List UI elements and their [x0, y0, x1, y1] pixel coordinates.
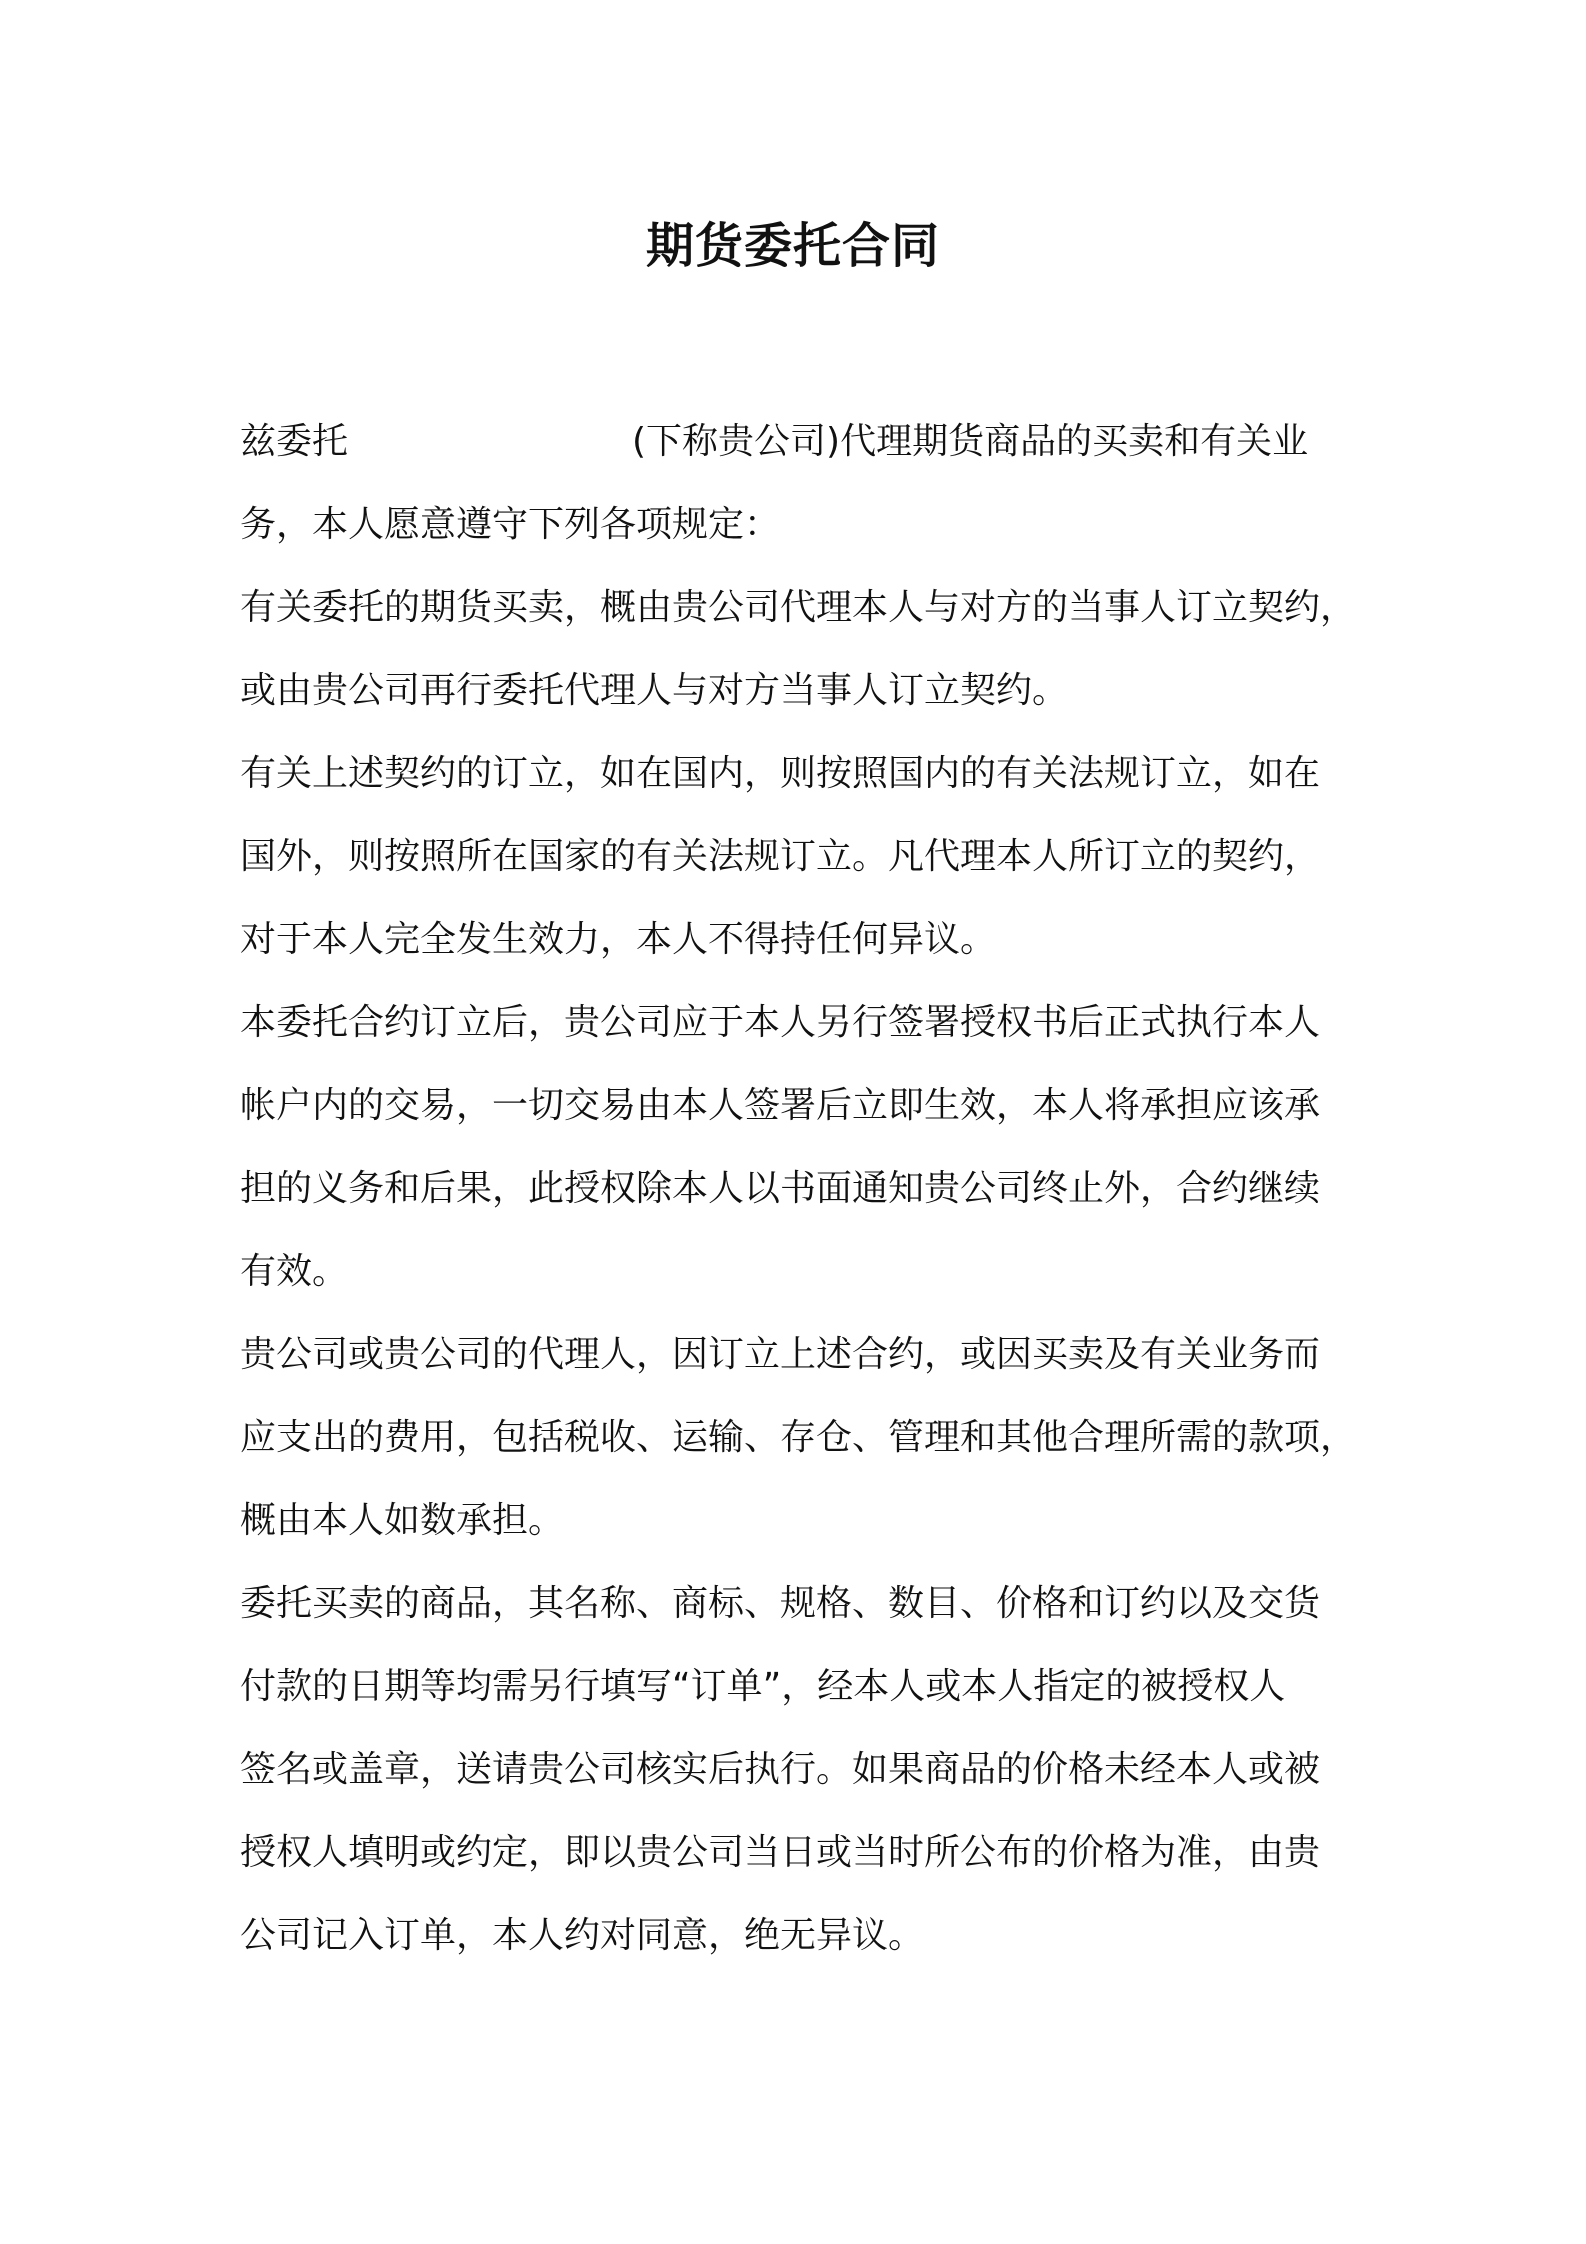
text-line: 对于本人完全发生效力，本人不得持任何异议。 [240, 919, 997, 960]
text-line: 委托买卖的商品，其名称、商标、规格、数目、价格和订约以及交货 [240, 1583, 1321, 1624]
clause-paragraph-2 [240, 732, 1360, 981]
text-line: 公司记入订单，本人约对同意，绝无异议。 [240, 1915, 925, 1956]
intro-line-1 [240, 400, 1360, 483]
text-line: 担的义务和后果，此授权除本人以书面通知贵公司终止外，合约继续 [240, 1168, 1321, 1209]
text-line: 应支出的费用，包括税收、运输、存仓、管理和其他合理所需的款项， [240, 1417, 1357, 1458]
document-title: 期货委托合同 [645, 218, 940, 274]
clause-paragraph-4 [240, 1313, 1360, 1562]
text-line: 本委托合约订立后，贵公司应于本人另行签署授权书后正式执行本人 [240, 1002, 1321, 1043]
text-line: 或由贵公司再行委托代理人与对方当事人订立契约。 [240, 670, 1069, 711]
text-line: 授权人填明或约定，即以贵公司当日或当时所公布的价格为准，由贵 [240, 1832, 1321, 1873]
intro-line-2: 务，本人愿意遵守下列各项规定： [240, 504, 781, 545]
text-line: 有关上述契约的订立，如在国内，则按照国内的有关法规订立，如在 [240, 753, 1321, 794]
clause-paragraph-1 [240, 566, 1360, 732]
document-body [240, 400, 1360, 1977]
intro-paragraph [240, 400, 1360, 566]
text-line: 帐户内的交易，一切交易由本人签署后立即生效，本人将承担应该承 [240, 1085, 1321, 1126]
text-line: 贵公司或贵公司的代理人，因订立上述合约，或因买卖及有关业务而 [240, 1334, 1321, 1375]
text-line: 有效。 [240, 1251, 349, 1292]
intro-line-1-rest: (下称贵公司)代理期货商品的买卖和有关业 [632, 421, 1309, 462]
clause-paragraph-5 [240, 1562, 1360, 1977]
clause-paragraph-3 [240, 981, 1360, 1313]
text-line: 概由本人如数承担。 [240, 1500, 565, 1541]
text-line: 国外，则按照所在国家的有关法规订立。凡代理本人所订立的契约， [240, 836, 1321, 877]
text-line: 签名或盖章，送请贵公司核实后执行。如果商品的价格未经本人或被 [240, 1749, 1321, 1790]
text-line: 有关委托的期货买卖，概由贵公司代理本人与对方的当事人订立契约， [240, 587, 1357, 628]
text-line: 付款的日期等均需另行填写“订单”，经本人或本人指定的被授权人 [240, 1666, 1286, 1707]
intro-prefix: 兹委托 [240, 421, 349, 462]
